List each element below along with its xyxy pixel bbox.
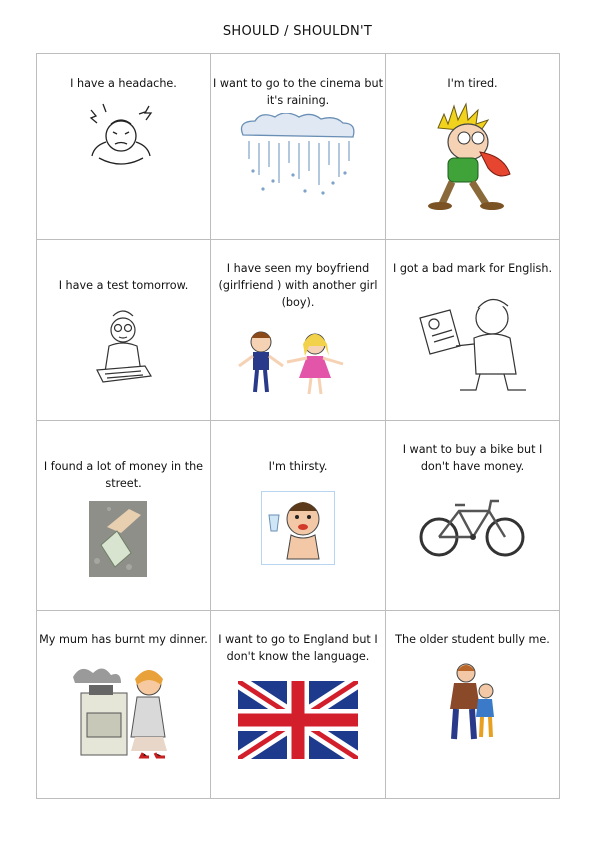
card-text: My mum has burnt my dinner. xyxy=(39,633,208,646)
card-text: The older student bully me. xyxy=(395,633,550,646)
card-headache xyxy=(37,54,211,240)
tired-boy-icon xyxy=(418,100,528,214)
card-money xyxy=(37,421,211,611)
headache-icon xyxy=(81,102,163,168)
burnt-dinner-icon xyxy=(69,663,173,759)
card-text: I have seen my boyfriend (girlfriend ) with another girl (boy). xyxy=(218,262,378,309)
bicycle-icon xyxy=(417,491,527,561)
card-text: I got a bad mark for English. xyxy=(392,262,553,275)
studying-student-icon xyxy=(93,306,153,388)
thirsty-child-icon xyxy=(261,491,335,565)
card-burnt-dinner xyxy=(37,611,211,799)
bully-icon xyxy=(444,661,500,743)
card-bully xyxy=(386,611,560,799)
worksheet-title: SHOULD / SHOULDN'T xyxy=(222,24,373,39)
card-bike xyxy=(386,421,560,611)
card-text: I want to go to the cinema but it's raining. xyxy=(213,77,384,107)
card-text: I have a headache. xyxy=(70,77,177,90)
card-text: I'm tired. xyxy=(447,77,498,90)
card-grid xyxy=(36,53,560,799)
card-text: I want to buy a bike but I don't have money. xyxy=(402,443,543,473)
card-tired xyxy=(386,54,560,240)
card-text: I found a lot of money in the street. xyxy=(43,460,204,490)
card-england xyxy=(211,611,386,799)
card-thirsty xyxy=(211,421,386,611)
card-test xyxy=(37,240,211,421)
boy-girl-couple-icon xyxy=(229,328,369,398)
union-jack-flag-icon xyxy=(238,681,358,759)
boy-with-paper-icon xyxy=(416,292,526,396)
rain-cloud-icon xyxy=(235,113,363,197)
card-text: I'm thirsty. xyxy=(268,460,328,473)
money-in-street-icon xyxy=(89,501,147,577)
card-bad-mark xyxy=(386,240,560,421)
card-text: I want to go to England but I don't know the language. xyxy=(218,633,378,663)
card-text: I have a test tomorrow. xyxy=(58,279,189,292)
card-boyfriend xyxy=(211,240,386,421)
card-rain xyxy=(211,54,386,240)
